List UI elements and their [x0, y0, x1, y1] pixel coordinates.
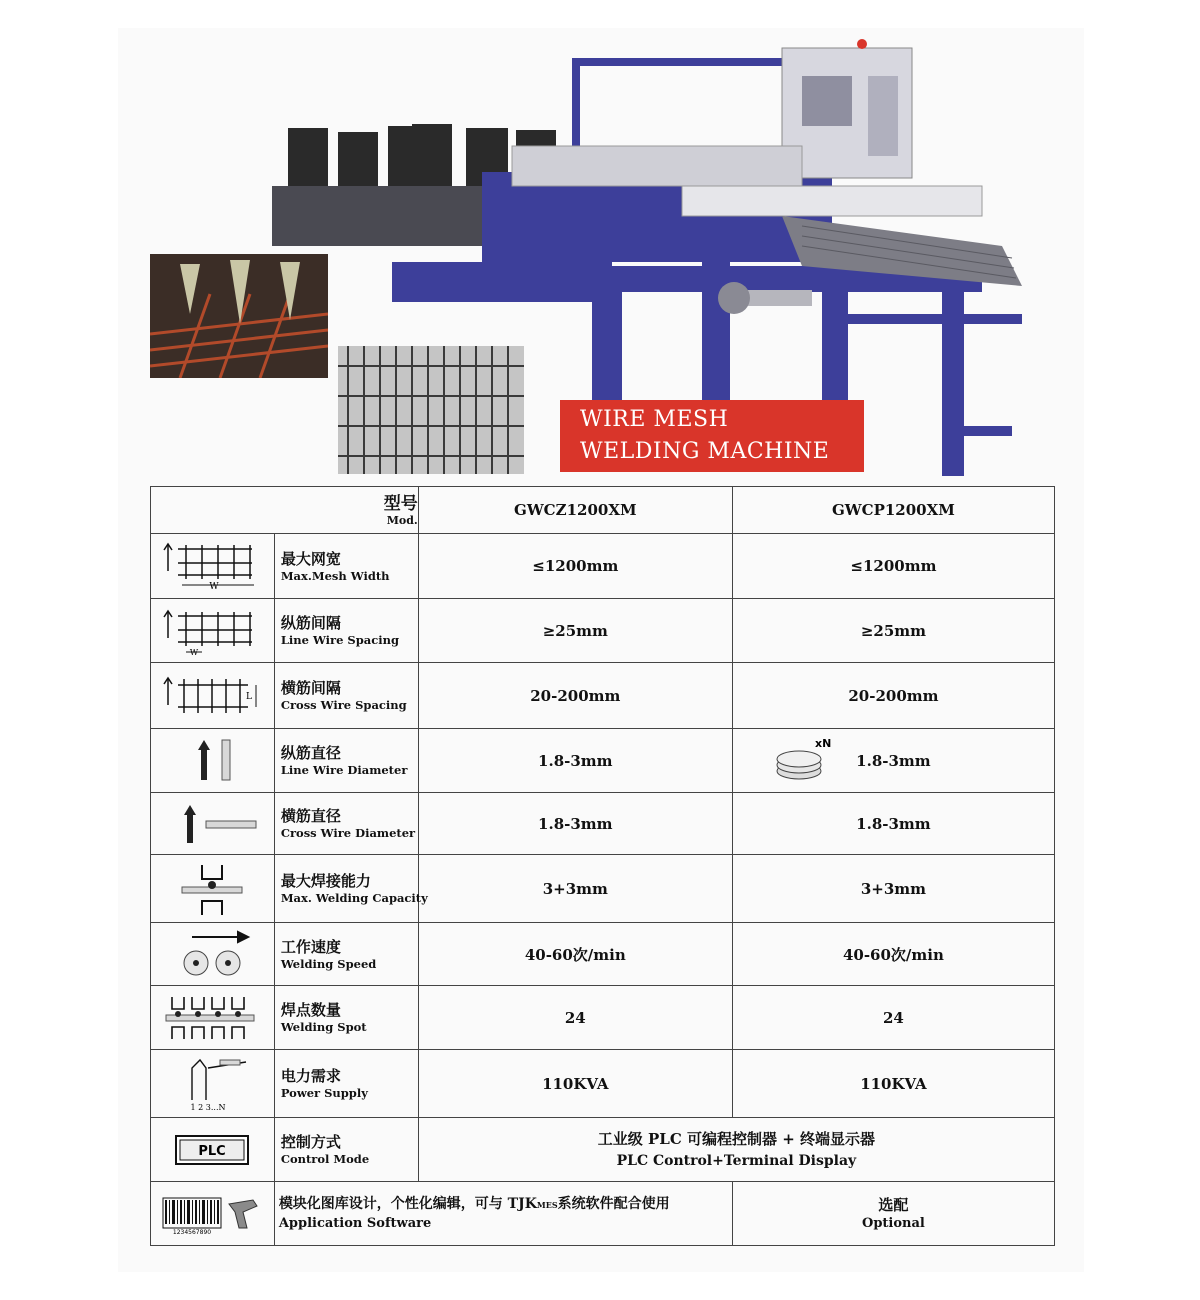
spec-row	[151, 986, 1055, 1050]
spec-name-cn: 工作速度	[280, 937, 341, 956]
spec-name-cn: 电力需求	[280, 1067, 341, 1085]
spec-row	[151, 599, 1055, 663]
spec-row	[151, 855, 1055, 923]
control-name-cell	[274, 1118, 418, 1182]
control-row	[151, 1118, 1055, 1182]
svg-text:W: W	[209, 582, 220, 591]
spec-name-en: Power Supply	[280, 1086, 368, 1100]
mesh-photo	[338, 346, 524, 474]
spec-value-b: 24	[732, 986, 1054, 1050]
model-a: GWCZ1200XM	[418, 487, 732, 534]
svg-text:L: L	[246, 691, 253, 702]
spec-name-cn: 纵筋间隔	[280, 614, 341, 632]
power-supply-icon	[151, 1050, 275, 1118]
software-option-cell	[732, 1182, 1054, 1246]
spec-value-b-cell	[732, 729, 1054, 793]
spec-value-a: 24	[418, 986, 732, 1050]
spec-value-a: 1.8-3mm	[418, 793, 732, 855]
spec-value-a: 20-200mm	[418, 663, 732, 729]
spec-value-a: 40-60次/min	[418, 923, 732, 986]
spec-value-a: ≤1200mm	[418, 534, 732, 599]
spec-name-en: Cross Wire Diameter	[280, 826, 416, 840]
spec-name-cell	[274, 855, 428, 923]
spec-value-a: 110KVA	[418, 1050, 732, 1118]
plc-icon	[151, 1118, 275, 1182]
control-value-en: PLC Control+Terminal Display	[616, 1152, 857, 1169]
spec-name-en: Line Wire Spacing	[280, 633, 399, 647]
cross-wire-spacing-icon	[151, 663, 275, 729]
spec-value-b: 1.8-3mm	[856, 751, 931, 770]
line-wire-spacing-icon	[151, 599, 275, 663]
spec-name-en: Cross Wire Spacing	[280, 698, 407, 712]
svg-text:PLC: PLC	[198, 1143, 227, 1159]
spec-value-b: 3+3mm	[732, 855, 1054, 923]
model-label-en: Mod.	[386, 513, 418, 527]
spec-name-cn: 横筋间隔	[280, 679, 341, 697]
spec-name-cell	[274, 663, 418, 729]
spec-name-en: Max.Mesh Width	[280, 568, 390, 583]
software-desc-cn: 模块化图库设计，个性化编辑，可与 TJKMES系统软件配合使用	[278, 1196, 670, 1212]
spec-name-en: Max. Welding Capacity	[280, 891, 428, 905]
spec-row	[151, 729, 1055, 793]
spec-row	[151, 534, 1055, 599]
spec-name-cell	[274, 534, 418, 599]
welding-capacity-icon	[151, 855, 275, 923]
spec-name-cell	[274, 729, 418, 793]
spec-name-cell	[274, 793, 418, 855]
svg-text:W: W	[190, 647, 199, 656]
model-b: GWCP1200XM	[732, 487, 1054, 534]
spec-value-b: 110KVA	[732, 1050, 1054, 1118]
spec-name-en: Welding Spot	[280, 1020, 367, 1034]
spec-name-cn: 焊点数量	[280, 1001, 341, 1019]
spec-value-b: 1.8-3mm	[732, 793, 1054, 855]
svg-text:1234567890: 1234567890	[173, 1228, 212, 1236]
welding-spot-icon	[151, 986, 275, 1050]
control-value-cell	[418, 1118, 1054, 1182]
software-row	[151, 1182, 1055, 1246]
control-value-cn: 工业级 PLC 可编程控制器 + 终端显示器	[597, 1129, 875, 1148]
header-row	[151, 487, 1055, 534]
electrode-photo	[150, 254, 328, 378]
spec-name-en: Line Wire Diameter	[280, 763, 408, 777]
control-name-cn: 控制方式	[280, 1133, 341, 1151]
software-name-en: Application Software	[278, 1216, 432, 1231]
spec-name-cn: 最大网宽	[280, 549, 341, 568]
option-cn: 选配	[878, 1195, 909, 1214]
software-name-cell	[274, 1182, 732, 1246]
control-name-en: Control Mode	[280, 1152, 370, 1166]
model-label-cell	[151, 487, 419, 534]
spec-name-cell	[274, 923, 418, 986]
barcode-scanner-icon	[151, 1182, 275, 1246]
mesh-width-icon	[151, 534, 275, 599]
spec-value-a: 1.8-3mm	[418, 729, 732, 793]
spec-row	[151, 793, 1055, 855]
welding-speed-icon	[151, 923, 275, 986]
spec-value-b: 20-200mm	[732, 663, 1054, 729]
spec-name-en: Welding Speed	[280, 956, 377, 971]
line-wire-diameter-icon	[151, 729, 275, 793]
product-title	[560, 400, 864, 472]
cross-wire-diameter-icon	[151, 793, 275, 855]
title-line-2: WELDING MACHINE	[580, 439, 830, 464]
spec-value-b: 40-60次/min	[732, 923, 1054, 986]
spec-value-b: ≤1200mm	[732, 534, 1054, 599]
spec-row	[151, 1050, 1055, 1118]
spec-name-cell	[274, 986, 418, 1050]
spec-name-cn: 横筋直径	[280, 807, 341, 825]
title-line-1: WIRE MESH	[580, 407, 729, 432]
model-label-cn: 型号	[383, 493, 418, 514]
spec-name-cn: 纵筋直径	[280, 744, 341, 762]
spec-value-b: ≥25mm	[732, 599, 1054, 663]
spec-value-a: 3+3mm	[418, 855, 732, 923]
wire-coil-icon	[775, 737, 831, 785]
spec-name-cn: 最大焊接能力	[280, 872, 371, 890]
spec-value-a: ≥25mm	[418, 599, 732, 663]
option-en: Optional	[862, 1215, 925, 1231]
spec-row	[151, 663, 1055, 729]
spec-name-cell	[274, 599, 418, 663]
spec-table	[150, 486, 1055, 1246]
svg-text:1 2 3...N: 1 2 3...N	[190, 1102, 226, 1112]
spec-row	[151, 923, 1055, 986]
svg-text:xN: xN	[814, 737, 831, 750]
spec-name-cell	[274, 1050, 418, 1118]
